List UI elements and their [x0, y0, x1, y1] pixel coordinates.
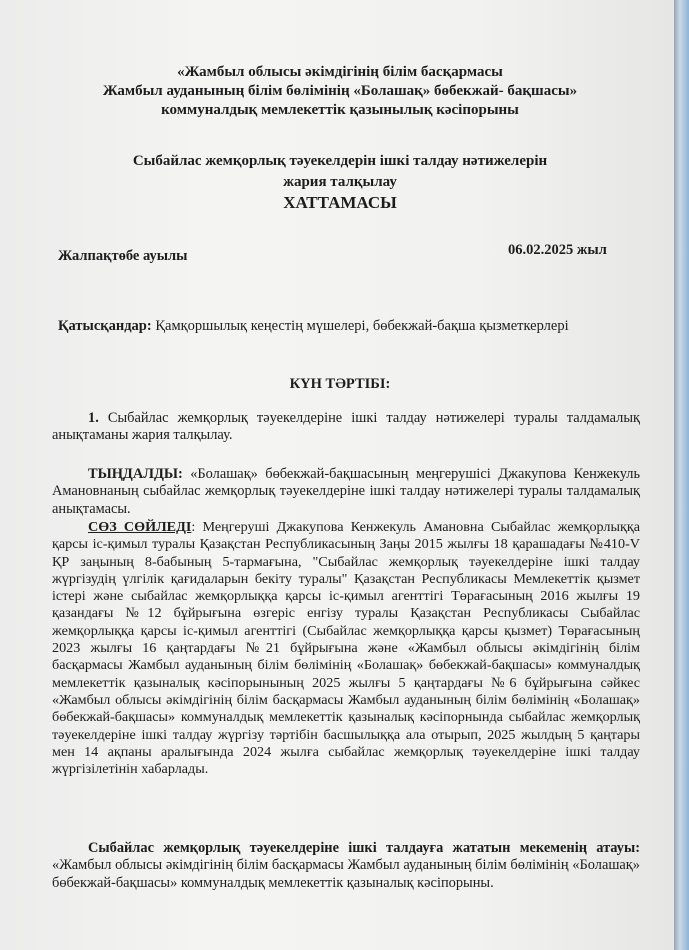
header-line-3: коммуналдық мемлекеттік қазынылық кәсіпорыны	[161, 102, 519, 118]
org-section	[52, 840, 640, 892]
org-header	[40, 63, 640, 120]
participants-text: Қамқоршылық кеңестің мүшелері, бөбекжай-бақша қызметкерлері	[155, 318, 569, 334]
page-edge-background	[674, 0, 689, 950]
header-line-2: Жамбыл ауданының білім бөлімінің «Болашақ» бөбекжай- бақшасы»	[102, 83, 578, 99]
title-line-2: жария талқылау	[283, 174, 397, 190]
spoke-section	[52, 519, 640, 778]
spoke-label: СӨЗ СӨЙЛЕДІ	[88, 519, 192, 535]
agenda-item	[52, 410, 640, 445]
heard-text: «Болашақ» бөбекжай-бақшасының меңгерушісі Джакупова Кенжекуль Амановнаның сыбайлас жемқорлық тәуекелдеріне ішкі талдау нәтижелері туралы талдамалық анықтамасы.	[52, 466, 641, 517]
org-text: «Жамбыл облысы әкімдігінің білім басқармасы Жамбыл ауданының білім бөлімінің «Болашақ» бөбекжай-бақшасы» коммуналдық мемлекеттік қазыналық кәсіпорыны.	[52, 857, 640, 891]
heard-section	[52, 466, 640, 518]
participants-label: Қатысқандар:	[58, 318, 152, 334]
agenda-item-number: 1.	[88, 410, 99, 426]
date: 06.02.2025 жыл	[508, 242, 607, 258]
agenda-heading: КҮН ТӘРТІБІ:	[289, 376, 391, 392]
title-line-1: Сыбайлас жемқорлық тәуекелдерін ішкі талдау нәтижелерін	[132, 153, 548, 169]
participants	[58, 318, 569, 335]
heard-label: ТЫҢДАЛДЫ:	[88, 466, 183, 482]
spoke-text: : Меңгеруші Джакупова Кенжекуль Амановна Сыбайлас жемқорлыққа қарсы іс-қимыл туралы Қазақстан Республикасының Заңы 2015 жылғы 18 қарашадағы №410-V ҚР заңының 8-бабының 5-тармағына, "Сыбайлас жемқорлық тәуекелдеріне ішкі талдау жүргізудің үлгілік қағидаларын бекіту туралы" Қазақстан Республикасы Мемлекеттік қызмет істері және сыбайлас жемқорлыққа қарсы іс-қимыл агенттігі Төрағасының 2016 жылғы 19 қазандағы №12 бұйрығына өзгеріс енгізу туралы Қазақстан Республикасы Сыбайлас жемқорлыққа қарсы іс-қимыл агенттігі (Сыбайлас жемқорлыққа қарсы қызмет) Төрағасының 2023 жылғы 16 қаңтардағы №21 бұйрығына және «Жамбыл облысы әкімдігінің білім басқармасы Жамбыл ауданының білім бөлімінің «Болашақ» бөбекжай-бақшасы» коммуналдық мемлекеттік қазыналық кәсіпорынының 2025 жылғы 5 қаңтардағы №6 бұйрығына сәйкес «Жамбыл облысы әкімдігінің білім басқармасы Жамбыл ауданының білім бөлімінің «Болашақ» бөбекжай-бақшасы» коммуналдық мемлекеттік қазыналық кәсіпорнында сыбайлас жемқорлық тәуекелдеріне ішкі талдау жүргізу тәртібін басшылыққа ала отырып, 2025 жылдың 5 қаңтары мен 14 ақпаны аралығында 2024 жылға сыбайлас жемқорлық тәуекелдеріне ішкі талдау жүргізілетінін хабарлады.	[52, 519, 641, 778]
document-title	[40, 150, 640, 214]
title-line-3: ХАТТАМАСЫ	[283, 193, 397, 212]
org-label: Сыбайлас жемқорлық тәуекелдеріне ішкі талдауға жататын мекеменің атауы:	[88, 840, 640, 856]
place: Жалпақтөбе ауылы	[58, 248, 188, 264]
agenda-item-text: Сыбайлас жемқорлық тәуекелдеріне ішкі талдау нәтижелері туралы талдамалық анықтаманы жария талқылау.	[52, 410, 640, 444]
header-line-1: «Жамбыл облысы әкімдігінің білім басқармасы	[177, 64, 503, 80]
